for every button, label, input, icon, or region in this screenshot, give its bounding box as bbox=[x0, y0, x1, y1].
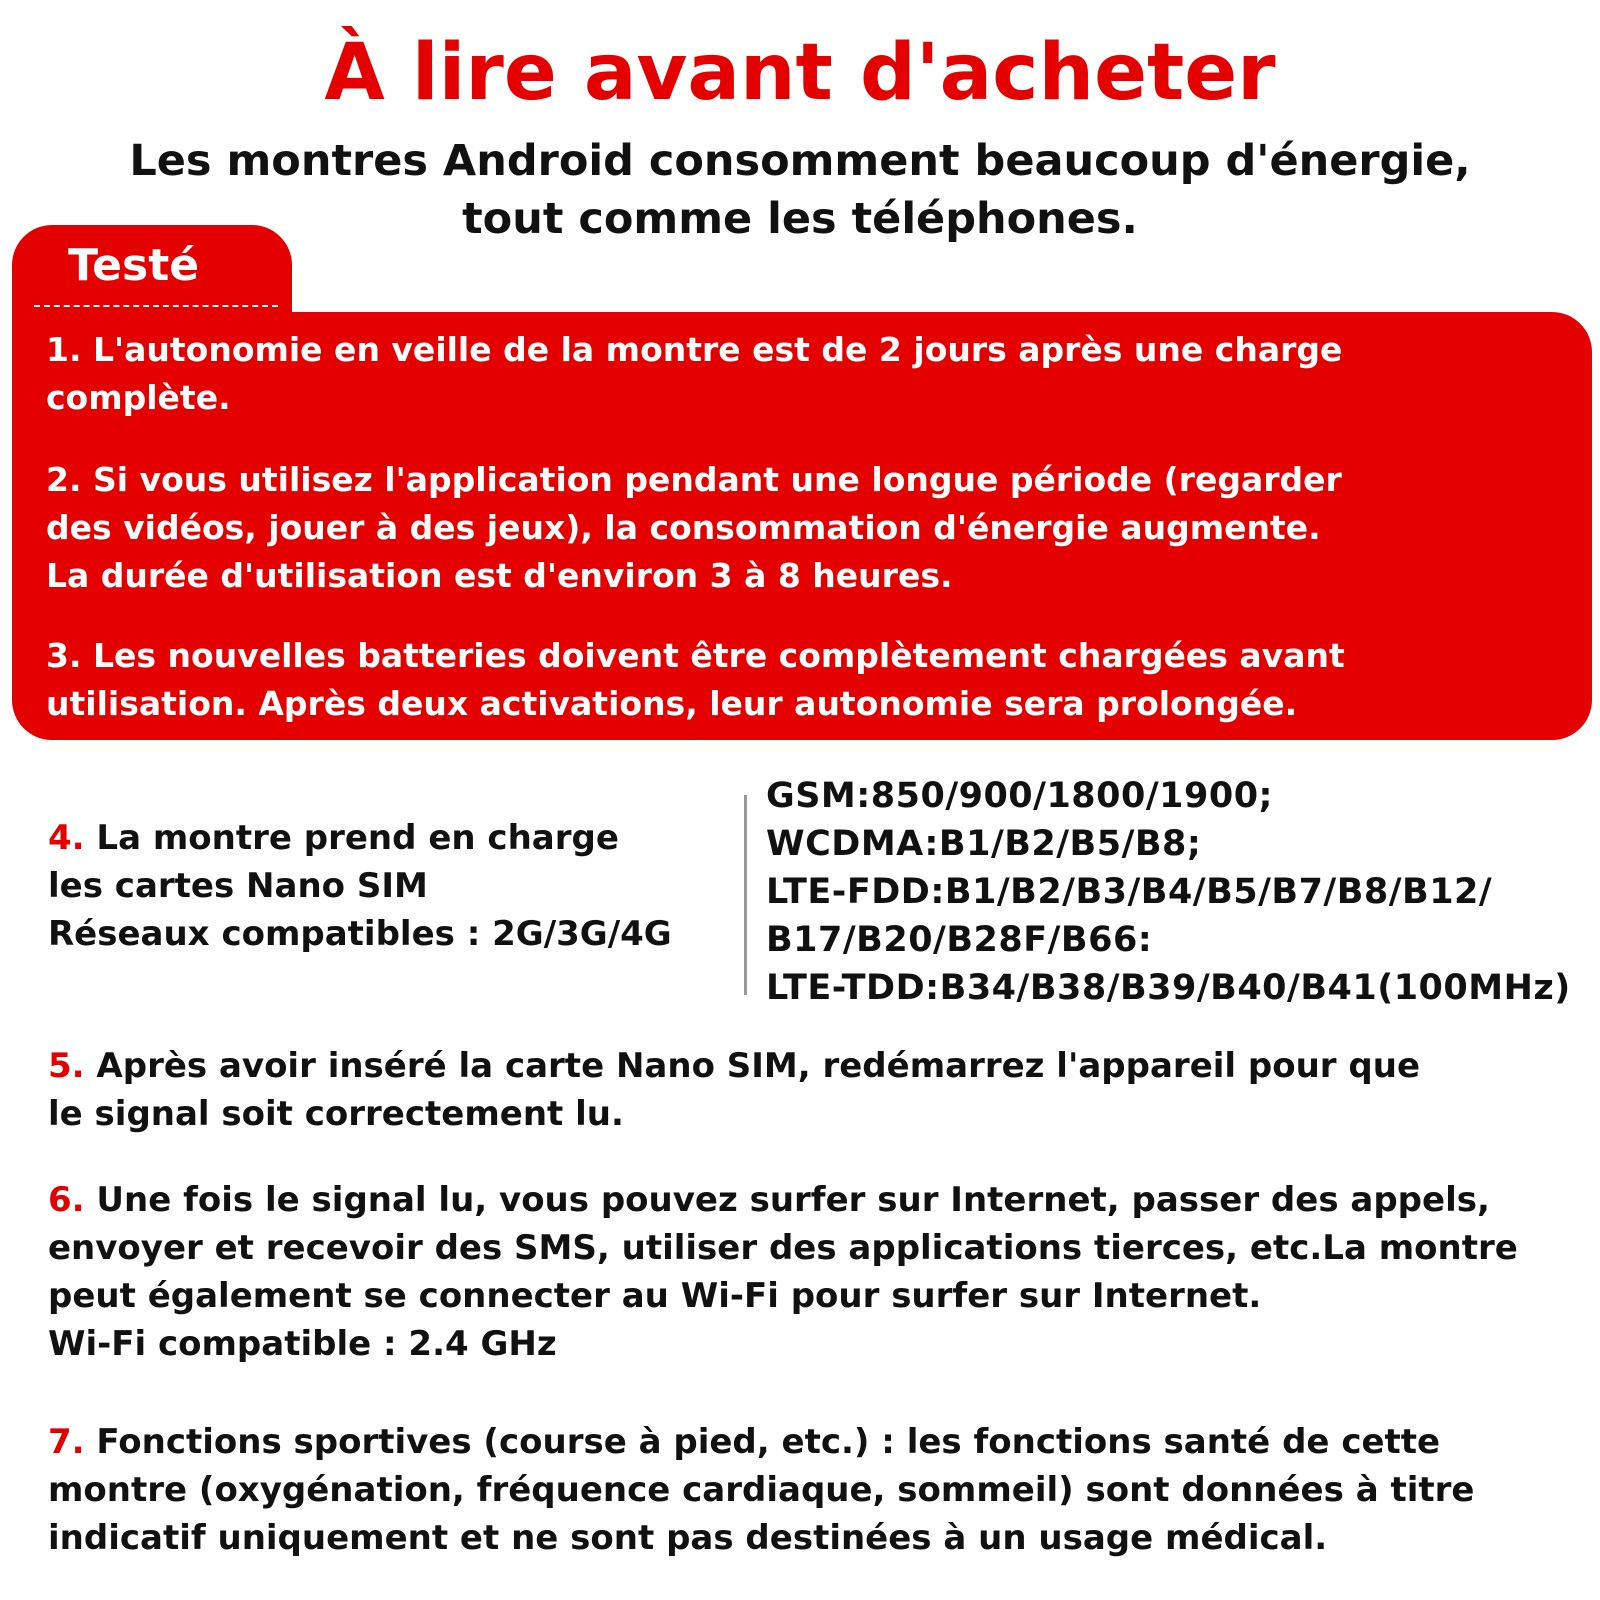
item-number: 6. bbox=[48, 1180, 85, 1220]
tested-tab-label: Testé bbox=[68, 240, 200, 291]
text-line: 2. Si vous utilisez l'application pendant une longue période (regarder bbox=[46, 460, 1342, 499]
text-line: le signal soit correctement lu. bbox=[48, 1094, 624, 1134]
text-line: La durée d'utilisation est d'environ 3 à 8 heures. bbox=[46, 556, 953, 595]
text-line: des vidéos, jouer à des jeux), la consommation d'énergie augmente. bbox=[46, 508, 1321, 547]
tested-item-2 bbox=[46, 456, 1566, 600]
text-line: Wi-Fi compatible : 2.4 GHz bbox=[48, 1324, 557, 1364]
vertical-divider bbox=[744, 795, 747, 995]
item-number: 5. bbox=[48, 1046, 85, 1086]
tab-dashed-divider bbox=[34, 305, 278, 307]
text-line: 3. Les nouvelles batteries doivent être complètement chargées avant bbox=[46, 636, 1345, 675]
network-bands bbox=[766, 772, 1596, 1012]
item-restart bbox=[48, 1042, 1588, 1138]
band-line: B17/B20/B28F/B66: bbox=[766, 920, 1153, 960]
text-line: envoyer et recevoir des SMS, utiliser des applications tierces, etc.La montre bbox=[48, 1228, 1518, 1268]
text-line: Une fois le signal lu, vous pouvez surfer sur Internet, passer des appels, bbox=[84, 1180, 1490, 1220]
item-number: 7. bbox=[48, 1422, 85, 1462]
band-line: LTE-TDD:B34/B38/B39/B40/B41(100MHz) bbox=[766, 968, 1571, 1008]
item-number: 4. bbox=[48, 818, 85, 858]
text-line: peut également se connecter au Wi-Fi pour surfer sur Internet. bbox=[48, 1276, 1262, 1316]
band-line: WCDMA:B1/B2/B5/B8; bbox=[766, 824, 1202, 864]
item-connectivity bbox=[48, 1176, 1588, 1368]
subtitle-line: tout comme les téléphones. bbox=[462, 194, 1138, 244]
text-line: les cartes Nano SIM bbox=[48, 866, 428, 906]
text-line: indicatif uniquement et ne sont pas destinées à un usage médical. bbox=[48, 1518, 1328, 1558]
band-line: GSM:850/900/1800/1900; bbox=[766, 776, 1274, 816]
text-line: Après avoir inséré la carte Nano SIM, redémarrez l'appareil pour que bbox=[84, 1046, 1421, 1086]
page-title: À lire avant d'acheter bbox=[324, 28, 1276, 118]
subtitle-line: Les montres Android consomment beaucoup d'énergie, bbox=[129, 136, 1471, 186]
text-line: Réseaux compatibles : 2G/3G/4G bbox=[48, 914, 672, 954]
text-line: Fonctions sportives (course à pied, etc.) : les fonctions santé de cette bbox=[84, 1422, 1441, 1462]
text-line: 1. L'autonomie en veille de la montre est de 2 jours après une charge bbox=[46, 330, 1343, 369]
item-health-disclaimer bbox=[48, 1418, 1588, 1562]
tested-item-1 bbox=[46, 326, 1566, 422]
text-line: montre (oxygénation, fréquence cardiaque, sommeil) sont données à titre bbox=[48, 1470, 1475, 1510]
tested-item-3 bbox=[46, 632, 1566, 728]
band-line: LTE-FDD:B1/B2/B3/B4/B5/B7/B8/B12/ bbox=[766, 872, 1493, 912]
item-sim-support bbox=[48, 814, 708, 958]
text-line: La montre prend en charge bbox=[84, 818, 619, 858]
text-line: utilisation. Après deux activations, leur autonomie sera prolongée. bbox=[46, 684, 1298, 723]
text-line: complète. bbox=[46, 378, 231, 417]
